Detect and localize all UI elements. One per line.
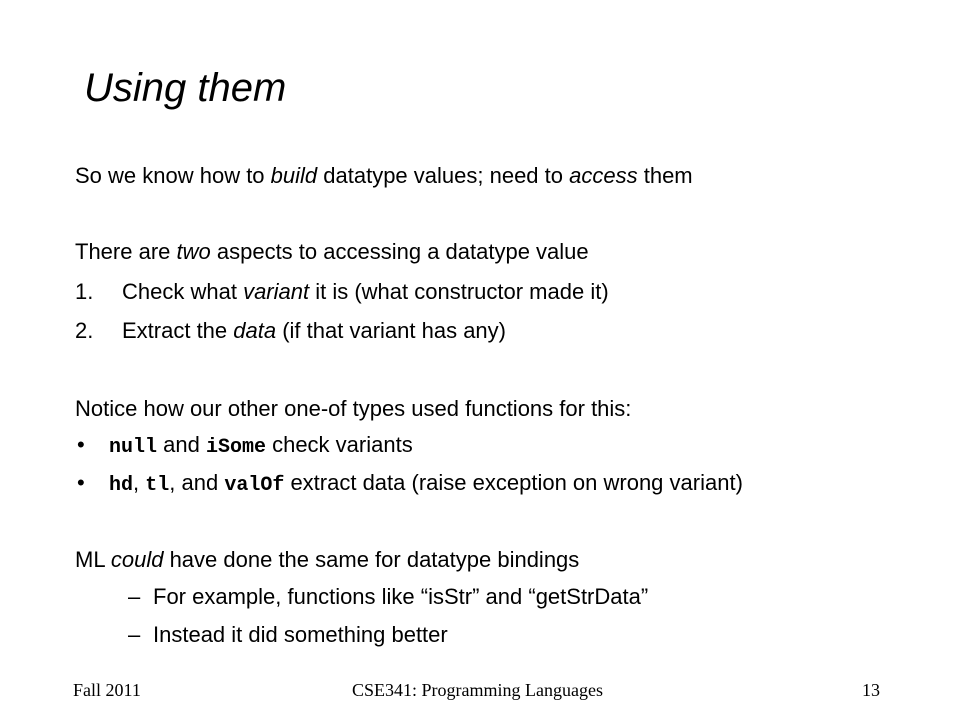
code-isome: iSome — [205, 436, 266, 459]
text-segment: them — [637, 163, 693, 188]
paragraph-ml-could — [75, 547, 579, 573]
bullet-glyph: • — [77, 470, 85, 495]
text-segment: Check what — [122, 279, 244, 304]
paragraph-build-access — [75, 163, 693, 189]
bullet-text — [109, 470, 743, 499]
text-segment: There are — [75, 239, 177, 264]
text-segment: aspects to accessing a datatype value — [210, 239, 589, 264]
text-segment: , — [133, 470, 146, 495]
emphasis-could: could — [110, 547, 164, 572]
text-segment: datatype values; need to — [317, 163, 570, 188]
text-segment: have done the same for datatype bindings — [163, 547, 580, 572]
list-number: 1. — [75, 279, 94, 304]
text-segment: extract data (raise exception on wrong variant) — [284, 470, 743, 495]
list-item-text — [122, 279, 609, 305]
sub-item-text: Instead it did something better — [153, 622, 448, 647]
footer-page-number: 13 — [862, 680, 880, 700]
text-segment: and — [157, 432, 206, 457]
text-segment: it is (what constructor made it) — [309, 279, 609, 304]
sub-item-text: For example, functions like “isStr” and “getStrData” — [153, 584, 649, 609]
dash-glyph: – — [128, 622, 141, 647]
text-segment: Extract the — [122, 318, 234, 343]
code-tl: tl — [145, 474, 170, 497]
text-segment: ML — [75, 547, 111, 572]
text-segment: (if that variant has any) — [276, 318, 506, 343]
emphasis-access: access — [569, 163, 638, 188]
paragraph-two-aspects — [75, 239, 589, 265]
code-null: null — [109, 436, 158, 459]
emphasis-data: data — [233, 318, 277, 343]
text-segment: check variants — [265, 432, 413, 457]
footer-center: CSE341: Programming Languages — [352, 680, 603, 700]
text-segment: , and — [169, 470, 225, 495]
emphasis-variant: variant — [243, 279, 310, 304]
bullet-glyph: • — [77, 432, 85, 457]
list-item-text — [122, 318, 506, 344]
slide-title: Using them — [84, 66, 287, 110]
emphasis-build: build — [270, 163, 318, 188]
bullet-text — [109, 432, 413, 461]
code-valof: valOf — [224, 474, 285, 497]
paragraph-notice: Notice how our other one-of types used functions for this: — [75, 396, 632, 421]
footer-left: Fall 2011 — [73, 680, 141, 700]
code-hd: hd — [109, 474, 134, 497]
emphasis-two: two — [176, 239, 211, 264]
dash-glyph: – — [128, 584, 141, 609]
text-segment: So we know how to — [75, 163, 271, 188]
list-number: 2. — [75, 318, 94, 343]
